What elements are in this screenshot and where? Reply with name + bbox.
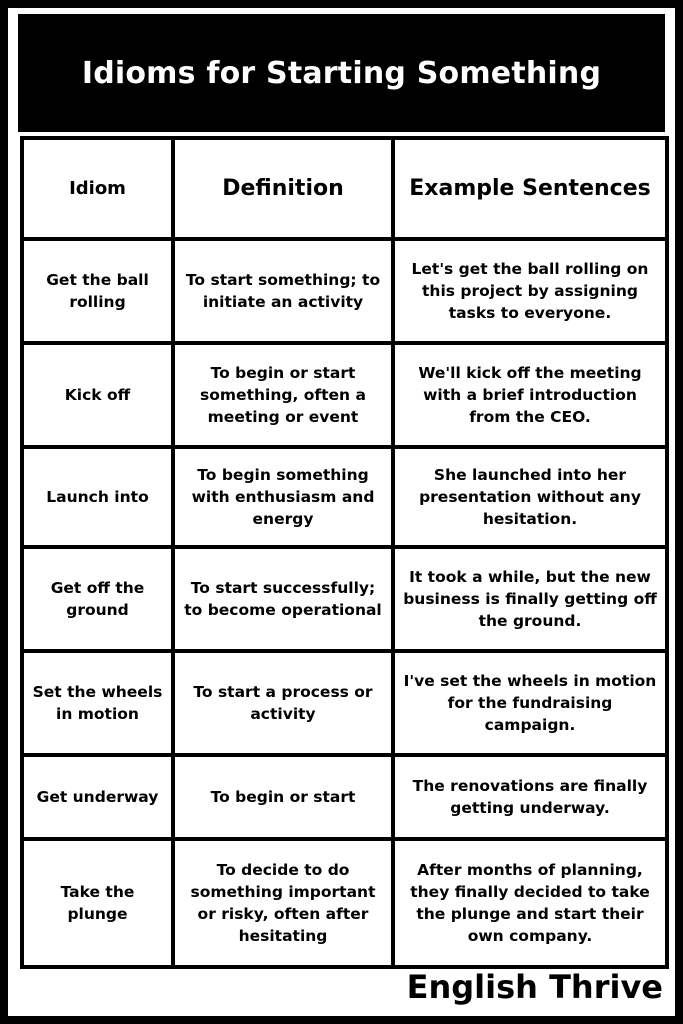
- cell-definition: To begin or start something, often a meeting or event: [173, 343, 393, 447]
- table-header-row: [22, 138, 667, 239]
- cell-example: The renovations are finally getting underway.: [393, 755, 667, 839]
- idioms-table: [20, 136, 669, 969]
- table-row: [22, 239, 667, 343]
- cell-idiom: Launch into: [22, 447, 173, 547]
- cell-idiom: Get the ball rolling: [22, 239, 173, 343]
- cell-definition: To start something; to initiate an activity: [173, 239, 393, 343]
- cell-idiom: Set the wheels in motion: [22, 651, 173, 755]
- cell-idiom: Get off the ground: [22, 547, 173, 651]
- cell-example: She launched into her presentation without any hesitation.: [393, 447, 667, 547]
- header-definition: Definition: [173, 138, 393, 239]
- poster-frame: [8, 8, 675, 1016]
- title-bar: [18, 14, 665, 132]
- table-row: [22, 343, 667, 447]
- table-row: [22, 839, 667, 967]
- table-row: [22, 651, 667, 755]
- brand-footer: English Thrive: [406, 968, 663, 1006]
- cell-example: We'll kick off the meeting with a brief introduction from the CEO.: [393, 343, 667, 447]
- table-row: [22, 447, 667, 547]
- cell-idiom: Take the plunge: [22, 839, 173, 967]
- table-row: [22, 547, 667, 651]
- header-idiom: Idiom: [22, 138, 173, 239]
- table-row: [22, 755, 667, 839]
- page-title: Idioms for Starting Something: [81, 55, 602, 91]
- cell-idiom: Kick off: [22, 343, 173, 447]
- cell-example: After months of planning, they finally decided to take the plunge and start their own company.: [393, 839, 667, 967]
- cell-definition: To begin something with enthusiasm and energy: [173, 447, 393, 547]
- cell-definition: To start successfully; to become operational: [173, 547, 393, 651]
- cell-example: Let's get the ball rolling on this project by assigning tasks to everyone.: [393, 239, 667, 343]
- cell-example: It took a while, but the new business is finally getting off the ground.: [393, 547, 667, 651]
- cell-definition: To decide to do something important or risky, often after hesitating: [173, 839, 393, 967]
- cell-definition: To begin or start: [173, 755, 393, 839]
- header-example-sentences: Example Sentences: [393, 138, 667, 239]
- cell-example: I've set the wheels in motion for the fundraising campaign.: [393, 651, 667, 755]
- cell-definition: To start a process or activity: [173, 651, 393, 755]
- cell-idiom: Get underway: [22, 755, 173, 839]
